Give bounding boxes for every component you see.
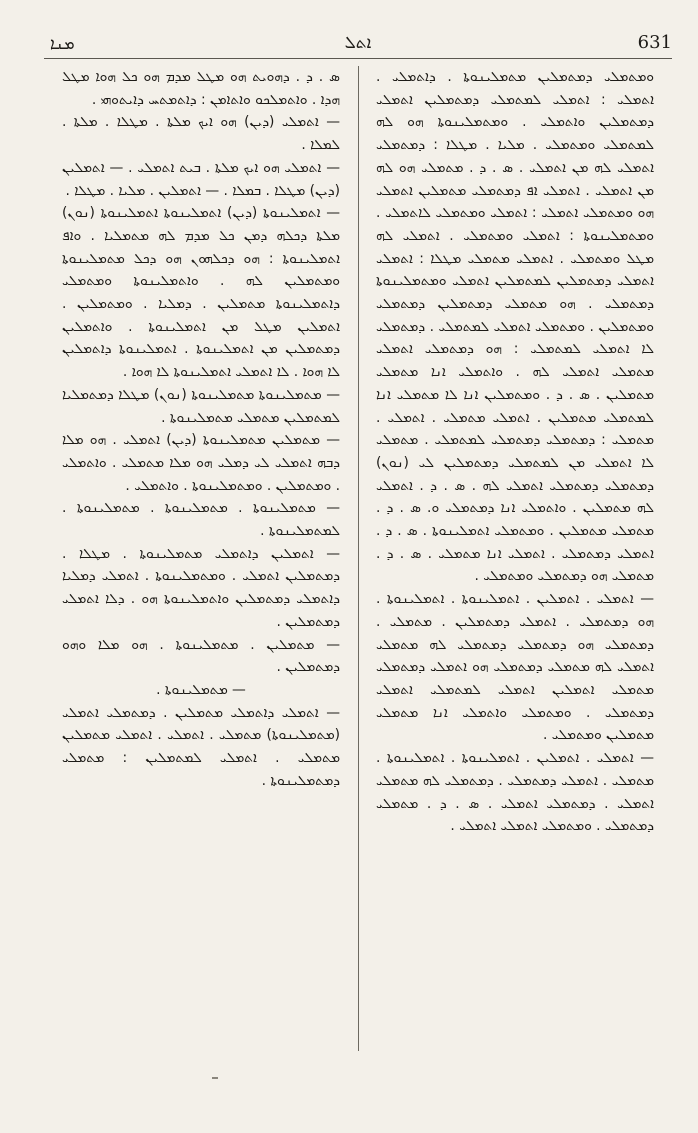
entry: — ܐܬܡܠܝ . ܐܬܡܠܝܢ . ܐܬܡܠܝܢܘܬܐ . ܐܬܡܠܝܢܘܬܐ . ܗܘ ܕܡܬܡܠܝ . ܐܬܡܠܝ ܕܡܬܡܠܝܢ . ܡܬܡܠܝ . ܕܡܬܡܠܝ ܗܘ ܕܡܬܡܠܝ ܕܡܬܡܠܝ ܠܗ ܡܬܡܠܝ ܐܬܡܠܝ ܠܗ ܡܬܡܠܝ ܕܡܬܡܠܝ ܗܘ ܐܬܡܠܝ ܕܡܬܡܠܝ ܡܬܡܠܝ ܐܬܡܠܝܢ ܐܬܡܠܝ ܠܡܬܡܠܝ ܐܬܡܠܝ ܕܡܬܡܠܝ . ܘܡܬܡܠܝ ܘܐܬܡܠܝ ܐܢܐ ܡܬܡܠܝ ܡܬܡܠܝܢ ܘܡܬܡܠܝ .	[376, 591, 654, 744]
entry: ܘܡܬܡܠܝ ܕܡܬܡܠܝܢ ܡܬܡܠܝܢܘܬܐ . ܕܐܬܡܠܝ . ܐܬܡܠܝ : ܐܬܡܠܝ ܠܡܬܡܠܝ ܕܡܬܡܠܝܢ ܐܬܡܠܝ ܕܡܬܡܠܝܢ ܘܐܬܡܠܝ . ܘܡܬܡܠܝܢܘܬܐ ܗܘ ܠܗ ܠܡܬܡܠܝ ܘܡܬܡܠܝ . ܡܠܝܐ . ܡܛܠܐ : ܕܡܬܡܠܝ ܐܬܡܠܝ ܠܗ ܡܢ ܐܬܡܠܝ . ܣ . ܕ . ܡܬܡܠܝ ܗܘ ܠܗ ܡܢ ܐܬܡܠܝ . ܐܬܡܠܝ ܐܦ ܕܡܬܡܠܝ ܡܬܡܠܝܢ ܐܬܡܠܝ ܗܘ ܘܡܬܡܠܝ ܐܬܡܠܝ : ܐܬܡܠܝ ܘܡܬܡܠܝ ܠܐܬܡܠܝ . ܘܡܬܡܠܝܢܘܬܐ : ܐܬܡܠܝ ܘܡܬܡܠܝ . ܐܬܡܠܝ ܠܗ ܡܛܠ ܘܡܬܡܠܝ . ܐܬܡܠܝ ܡܬܡܠܝ ܡܛܠܐ : ܐܬܡܠܝ ܐܬܡܠܝ ܕܡܬܡܠܝܢ ܠܡܬܡܠܝܢ ܐܬܡܠܝ ܘܡܬܡܠܝܢܘܬܐ ܕܡܬܡܠܝ . ܗܘ ܡܬܡܠܝ ܕܡܬܡܠܝܢ ܕܡܬܡܠܝ ܘܡܬܡܠܝܢ . ܘܡܬܡܠܝ ܐܬܡܠܝ ܠܡܬܡܠܝ . ܕܡܬܡܠܝ ܠܐ ܐܬܡܠܝ ܠܡܬܡܠܝ : ܗܘ ܕܡܬܡܠܝ ܐܬܡܠܝ ܡܬܡܠܝ ܐܬܡܠܝ ܠܗ . ܘܐܬܡܠܝ ܐܢܐ ܡܬܡܠܝ ܡܬܡܠܝܢ . ܣ . ܕ . ܘܡܬܡܠܝܢ ܐܢܐ ܠܐ ܡܬܡܠܝ ܐܢܐ ܠܡܬܡܠܝ ܡܬܡܠܝܢ . ܐܬܡܠܝ ܡܬܡܠܝ . ܐܬܡܠܝ . ܡܬܡܠܝ : ܕܡܬܡܠܝ ܕܡܬܡܠܝ ܠܡܬܡܠܝ . ܡܬܡܠܝ ܠܐ ܐܬܡܠܝ ܡܢ ܠܡܬܡܠܝ ܕܡܬܡܠܝܢ ܠܝ (ܢܘܢ) ܕܡܬܡܠܝ ܕܡܬܡܠܝ ܐܬܡܠܝ ܠܗ . ܣ . ܕ . ܐܬܡܠܝ ܠܗ ܡܬܡܠܝܢ . ܘܐܬܡܠܝ ܐܢܐ ܕܡܬܡܠܝ ܘ. ܣ . ܕ . ܡܬܡܠܝ ܡܬܡܠܝܢ . ܘܡܬܡܠܝ ܐܬܡܠܝܢܘܬܐ . ܣ . ܕ . ܐܬܡܠܝ ܕܡܬܡܠܝ . ܐܬܡܠܝ ܐܢܐ ܡܬܡܠܝ . ܣ . ܕ . ܡܬܡܠܝ ܗܘ ܕܡܬܡܠܝ ܘܡܬܡܠܝ .	[376, 69, 654, 585]
entry: ܣ . ܕ . ܕܗܘܝܬ ܗܘ ܡܛܠ ܡܕܡ ܗܘ ܟܠ ܗܘܐ ܡܛܠ ܗܕܐ . ܘܐܬܡܠܟܘ ܘܐܬܐܡܢ : ܕܐܬܡܬܚ ܕܐܝܬܘܗܝ .	[62, 69, 340, 108]
entry: — ܡܬܡܠܝܢܘܬܐ .	[156, 681, 246, 698]
entry: — ܡܬܡܠܝܢ ܡܬܡܠܝܢܘܬܐ (ܕܝܢ) ܐܬܡܠܝ . ܗܘ ܡܠܐ ܕܒܗ ܐܬܡܠܝ ܠܝ ܕܡܠܝ ܗܘ ܡܠܐ ܡܬܡܠܝ . ܘܐܬܡܠܝ . ܘܡܬܡܠܝܢ . ܘܡܬܡܠܝܢܘܬܐ . ܘܐܬܡܠܝ .	[62, 432, 340, 494]
header-center-word: ܐܬܠ	[344, 33, 372, 53]
left-column	[62, 66, 340, 1056]
entry: — ܡܬܡܠܝܢ . ܡܬܡܠܝܢܘܬܐ . ܗܘ ܡܠܐ ܘܗܘ ܕܡܬܡܠܝܢ .	[62, 636, 340, 676]
page-number: 631	[637, 32, 672, 53]
header-left-word: ܡܢܐ	[50, 34, 75, 53]
print-mark	[212, 1077, 218, 1079]
entry: — ܐܬܡܠܝ . ܐܬܡܠܝܢ . ܐܬܡܠܝܢܘܬܐ . ܐܬܡܠܝܢܘܬܐ . ܡܬܡܠܝ . ܐܬܡܠܝ ܕܡܬܡܠܝ . ܕܡܬܡܠܝ ܠܗ ܡܬܡܠܝ ܐܬܡܠܝ . ܕܡܬܡܠܝ ܐܬܡܠܝ . ܣ . ܕ . ܡܬܡܠܝ ܕܡܬܡܠܝ . ܘܡܬܡܠܝ ܐܬܡܠܝ ܐܬܡܠܝ .	[376, 750, 654, 835]
entry: — ܐܬܡܠܝܢ ܕܐܬܡܠܝ ܡܬܡܠܝܢܘܬܐ . ܡܛܠܐ . ܕܡܬܡܠܝܢ ܐܬܡܠܝ . ܘܡܬܡܠܝܢܘܬܐ . ܐܬܡܠܝ ܕܡܠܝܐ ܕܐܬܡܠܝ ܕܡܬܡܠܝܢ ܘܐܬܡܠܝܢܘܬܐ ܗܘ . ܕܠܐ ܐܬܡܠܝ ܕܡܬܡܠܝܢ .	[62, 545, 340, 630]
header-rule	[44, 58, 672, 59]
entry: — ܡܬܡܠܝܢܘܬܐ ܡܬܡܠܝܢܘܬܐ (ܢܘܢ) ܡܛܠܐ ܕܡܬܡܠܝܐ ܠܡܬܡܠܝܢ ܡܬܡܠܝ ܡܬܡܠܝܢܘܬܐ .	[62, 386, 340, 426]
entry: — ܐܬܡܠܝ ܕܐܬܡܠܝ ܡܬܡܠܝܢ . ܕܡܬܡܠܝ ܐܬܡܠܝ (ܡܬܡܠܝܢܘܬܐ) ܡܬܡܠܝ . ܐܬܡܠܝ . ܐܬܡܠܝ ܡܬܡܠܝܢ ܡܬܡܠܝ . ܐܬܡܠܝ ܠܡܬܡܠܝܢ : ܡܬܡܠܝ ܕܡܬܡܠܝܢܘܬܐ .	[62, 704, 340, 789]
running-header	[44, 30, 672, 56]
entry: — ܐܬܡܠܝ (ܕܝܢ) ܗܘ ܐܝܟ ܡܠܬܐ . ܡܛܠܐ . ܡܠܬܐ . ܠܡܠܐ .	[62, 114, 340, 154]
entry: — ܡܬܡܠܝܢܘܬܐ . ܡܬܡܠܝܢܘܬܐ . ܡܬܡܠܝܢܘܬܐ . ܠܡܬܡܠܝܢܘܬܐ .	[62, 500, 340, 540]
right-column	[376, 66, 654, 1056]
entry: — ܐܬܡܠܝ ܗܘ ܐܝܟ ܡܠܬܐ . ܒܝܬ ܐܬܡܠܝ . — ܐܬܡܠܝܢ (ܕܝܢ) ܡܛܠܐ . ܒܡܠܐ . — ܐܬܡܠܝܢ . ܡܠܝܐ . ܡܛܠܐ .	[62, 159, 340, 199]
entry: — ܐܬܡܠܝܢܘܬܐ (ܕܝܢ) ܐܬܡܠܝܢܘܬܐ ܐܬܡܠܝܢܘܬܐ (ܢܘܢ) ܡܠܬܐ ܕܟܠܗ ܕܡܢ ܟܠ ܡܕܡ ܠܗ ܡܬܡܠܝܐ . ܘܐܦ ܐܬܡܠܝܢܘܬܐ : ܗܘ ܕܟܠܗܘܢ ܗܘ ܕܟܠ ܡܬܡܠܝܢܘܬܐ ܘܡܬܡܠܝܢ ܠܗ . ܘܐܬܡܠܝܢܘܬܐ ܘܡܬܡܠܝ ܕܐܬܡܠܝܢܘܬܐ ܡܬܡܠܝܢ . ܕܡܠܝܐ . ܘܡܬܡܠܝܢ . ܐܬܡܠܝܢ ܡܛܠ ܡܢ ܐܬܡܠܝܢܘܬܐ . ܘܐܬܡܠܝܢ ܕܡܬܡܠܝܢ ܡܢ ܐܬܡܠܝܢܘܬܐ . ܐܬܡܠܝܢܘܬܐ ܕܐܬܡܠܝܢ ܠܐ ܗܘܐ . ܠܐ ܐܬܡܠܝ ܐܬܡܠܝܢܘܬܐ ܠܐ ܗܘܐ .	[62, 205, 340, 381]
column-divider	[358, 66, 359, 1051]
